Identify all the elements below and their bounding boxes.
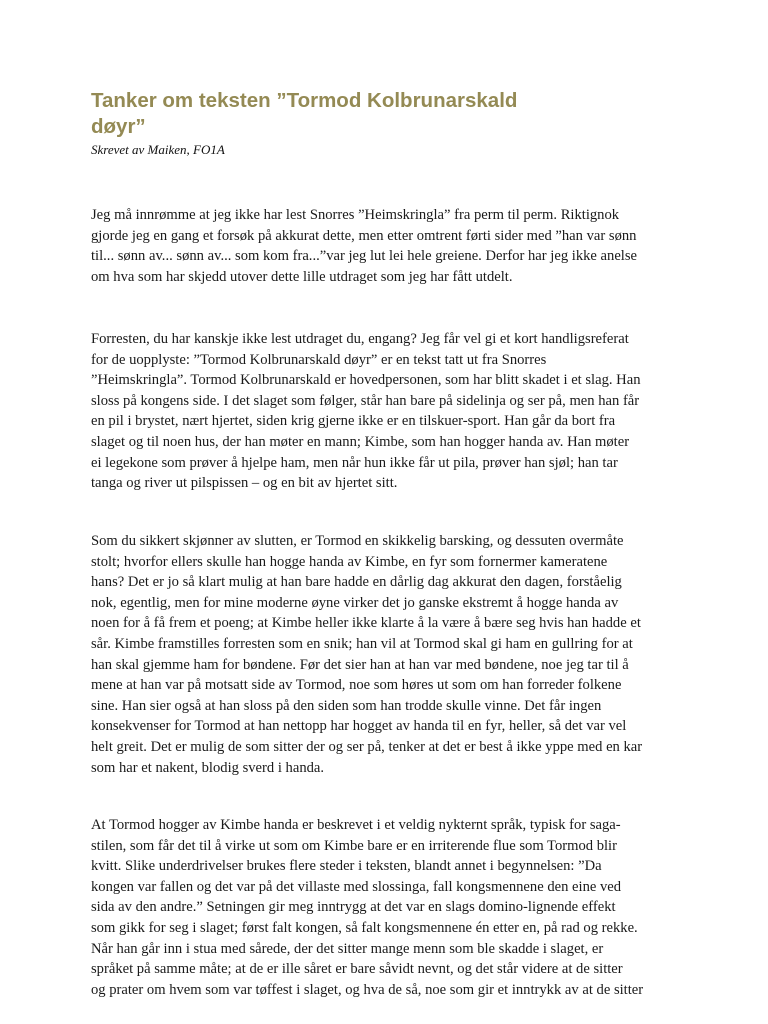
text-line: Som du sikkert skjønner av slutten, er Tormod en skikkelig barsking, og dessuten overmåte	[91, 533, 624, 549]
text-line: sine. Han sier også at han sloss på den siden som han trodde skulle vinne. Det får ingen	[91, 697, 602, 714]
text-line: gjorde jeg en gang et forsøk på akkurat dette, men etter omtrent førti sider med ”han var sønn	[91, 227, 637, 244]
text-line: han skal gjemme ham for bøndene. Før det sier han at han var med bøndene, noe jeg tar til å	[91, 656, 629, 673]
title-line: Tanker om teksten ”Tormod Kolbrunarskald	[91, 89, 518, 112]
text-line: Forresten, du har kanskje ikke lest utdraget du, engang? Jeg får vel gi et kort handligsreferat	[91, 331, 629, 347]
text-line: kvitt. Slike underdrivelser brukes flere steder i teksten, blandt annet i begynnelsen: ”Da	[91, 858, 602, 875]
text-line: mene at han var på motsatt side av Tormod, noe som høres ut som om han forreder folkene	[91, 677, 622, 694]
text-line: kongen var fallen og det var på det villaste med slossinga, fall kongsmennene den eine ved	[91, 878, 622, 895]
author-byline: Skrevet av Maiken, FO1A	[91, 142, 225, 157]
text-line: stilen, som får det til å virke ut som om Kimbe bare er en irriterende flue som Tormod blir	[91, 837, 617, 854]
text-line: stolt; hvorfor ellers skulle han hogge handa av Kimbe, en fyr som fornermer kameratene	[91, 553, 608, 570]
text-line: nok, egentlig, men for mine moderne øyne virker det jo ganske ekstremt å hogge handa av	[91, 594, 619, 611]
text-line: til... sønn av... sønn av... som kom fra...”var jeg lut lei hele greiene. Derfor har jeg ikke anelse	[91, 248, 638, 265]
text-line: for de uopplyste: ”Tormod Kolbrunarskald døyr” er en tekst tatt ut fra Snorres	[91, 351, 547, 368]
text-line: om hva som har skjedd utover dette lille utdraget som jeg har fått utdelt.	[91, 268, 513, 285]
text-line: og prater om hvem som var tøffest i slaget, og hva de så, noe som gir et inntrykk av at de sitter	[91, 981, 644, 998]
text-line: noen for å få frem et poeng; at Kimbe heller ikke klarte å la være å bære seg hvis han hadde et	[91, 615, 641, 632]
text-line: som gikk for seg i slaget; først falt kongen, så falt kongsmennene én etter en, på rad og rekke.	[91, 919, 638, 936]
text-line: ei legekone som prøver å hjelpe ham, men når hun ikke får ut pila, prøver han sjøl; han tar	[91, 454, 618, 471]
text-line: sida av den andre.” Setningen gir meg inntrygg at det var en slags domino-lignende effekt	[91, 899, 616, 916]
paragraph-3	[91, 531, 691, 778]
text-line: ”Heimskringla”. Tormod Kolbrunarskald er hovedpersonen, som har blitt skadet i et slag. Han	[91, 372, 641, 389]
paragraph-2	[91, 329, 691, 494]
paragraph-4	[91, 815, 691, 1000]
text-line: konsekvenser for Tormod at han nettopp har hogget av handa til en fyr, heller, så det var vel	[91, 718, 627, 735]
text-line: språket på samme måte; at de er ille såret er bare såvidt nevnt, og det står videre at de sitter	[91, 961, 623, 978]
text-line: slaget og til noen hus, der han møter en mann; Kimbe, som han hogger handa av. Han møter	[91, 433, 630, 450]
text-line: sloss på kongens side. I det slaget som følger, står han bare på sidelinja og ser på, men han får	[91, 392, 640, 409]
paragraph-1	[91, 205, 691, 287]
text-line: som har et nakent, blodig sverd i handa.	[91, 759, 325, 776]
document-page	[91, 88, 691, 998]
text-line: At Tormod hogger av Kimbe handa er beskrevet i et veldig nykternt språk, typisk for saga-	[91, 817, 621, 833]
text-line: hans? Det er jo så klart mulig at han bare hadde en dårlig dag akkurat den dagen, forståelig	[91, 574, 622, 591]
text-line: tanga og river ut pilspissen – og en bit av hjertet sitt.	[91, 475, 398, 492]
text-line: sår. Kimbe framstilles forresten som en snik; han vil at Tormod skal gi ham en gullring for at	[91, 635, 633, 652]
title-line: døyr”	[91, 115, 146, 138]
text-line: en pil i brystet, nært hjertet, siden krig gjerne ikke er en tilskuer-sport. Han går da bort fra	[91, 413, 616, 430]
document-title	[91, 88, 691, 140]
text-line: Jeg må innrømme at jeg ikke har lest Snorres ”Heimskringla” fra perm til perm. Riktignok	[91, 207, 620, 223]
text-line: helt greit. Det er mulig de som sitter der og ser på, tenker at det er best å ikke yppe med en kar	[91, 738, 643, 755]
text-line: Når han går inn i stua med sårede, der det sitter mange menn som ble skadde i slaget, er	[91, 940, 604, 957]
